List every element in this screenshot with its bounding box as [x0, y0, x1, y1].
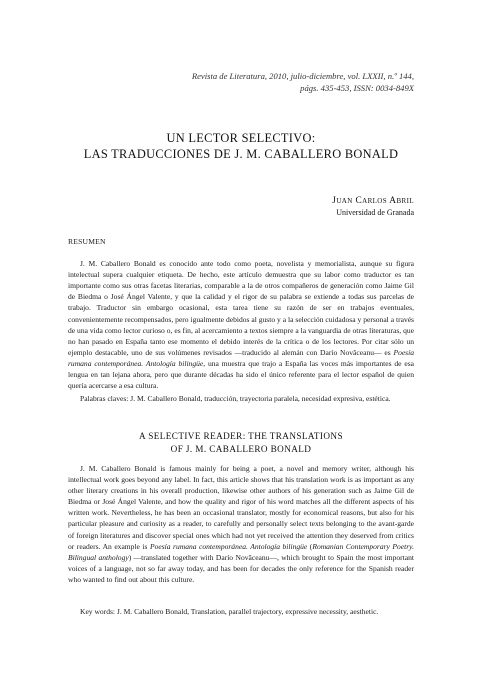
keywords-english: Key words: J. M. Caballero Bonald, Translation, parallel trajectory, expressive necessity, aesthetic.: [80, 607, 379, 616]
abstract-en-text-2: ) —translated together with Darío Novăceanu—, which brought to Spain the most important voices of a language, not so far away today, and has been for decades the only reference for the Spanish reader who wanted to find out about this culture.: [68, 552, 414, 584]
abstract-es-text-1: J. M. Caballero Bonald es conocido ante todo como poeta, novelista y memorialista, aunque su figura intelectual supera cualquier etiqueta. De hecho, este artículo demuestra que su labor como traductor es tan importante como sus otras facetas literarias, comparable a la de otros compañeros de generación como Jaime Gil de Biedma o José Ángel Valente, y que la calidad y el rigor de su palabra se extiende a todas sus parcelas de trabajo. Traductor sin embargo ocasional, esta tarea tiene su razón de ser en trabajos eventuales, convenientemente recompensados, pero igualmente debidos al gusto y a la selección cuidadosa y personal a través de una vida como lector curioso o, es fin, al acercamiento a textos siempre a la vanguardia de otras literaturas, que no han pasado en España tanto ese momento el debido interés de la crítica o de los lectores. Por citar sólo un ejemplo destacable, uno de sus volúmenes revisados —traducido al alemán con Darío Novăceanu— es: [68, 259, 414, 357]
english-title-line-2: OF J. M. CABALLERO BONALD: [170, 444, 312, 454]
abstract-es-text-2: , una muestra que trajo a España las voces más importantes de esa lengua en tan lejana ahora, pero que durante décadas ha sido el único referente para el lector español de quien quería acercarse a esa cultura.: [68, 358, 415, 391]
abstract-heading: RESUMEN: [68, 237, 106, 246]
citation-line-1: Revista de Literatura, 2010, julio-diciembre, vol. LXXII, n.º 144,: [191, 71, 414, 81]
keywords-spanish: Palabras claves: J. M. Caballero Bonald, traducción, trayectoria paralela, necesidad expresiva, estética.: [80, 394, 391, 403]
abstract-en-book-title: Poesía rumana contemporánea. Antología bilingüe: [149, 541, 308, 551]
title-line-2: LAS TRADUCCIONES DE J. M. CABALLERO BONALD: [83, 147, 399, 161]
journal-citation: [114, 70, 414, 94]
keywords-english-block: [68, 606, 414, 617]
abstract-spanish: [68, 236, 414, 391]
title-line-1: UN LECTOR SELECTIVO:: [166, 131, 316, 145]
abstract-es-book-title: Poesía rumana contemporánea. Antología bilingüe: [68, 347, 414, 368]
abstract-english-paragraph: [68, 463, 414, 585]
english-title-line-1: A SELECTIVE READER: THE TRANSLATIONS: [139, 431, 343, 441]
abstract-en-book-title-english: Romanian Contemporary Poetry. Bilingual anthology: [68, 541, 415, 562]
author-block: [164, 195, 414, 219]
english-title: [40, 430, 442, 456]
article-title: [40, 130, 442, 162]
abstract-en-text-1: J. M. Caballero Bonald is famous mainly for being a poet, a novel and memory writer, although his intellectual work goes beyond any label. In fact, this article shows that his translation work is as important as any other literary creations in his overall production, likewise other authors of his generation such as Jaime Gil de Biedma or José Ángel Valente, and how the quality and rigor of his word matches all the different aspects of his written work. Nevertheless, he has been an occasional translator, mostly for economical reasons, but also for his particular pleasure and curiosity as a reader, to carefully and personally select texts belonging to the avant-garde of foreign literatures and discover special ones which had not yet received the attention they deserved from critics or readers. An example is: [68, 464, 414, 551]
keywords-spanish-block: [68, 393, 414, 404]
citation-line-2: págs. 435-453, ISSN: 0034-849X: [300, 83, 414, 93]
author-name: Juan Carlos Abril: [332, 196, 414, 206]
author-affiliation: Universidad de Granada: [336, 208, 414, 217]
abstract-en-paren: (: [307, 541, 313, 551]
abstract-spanish-paragraph: [68, 258, 414, 391]
abstract-english: [68, 463, 414, 585]
